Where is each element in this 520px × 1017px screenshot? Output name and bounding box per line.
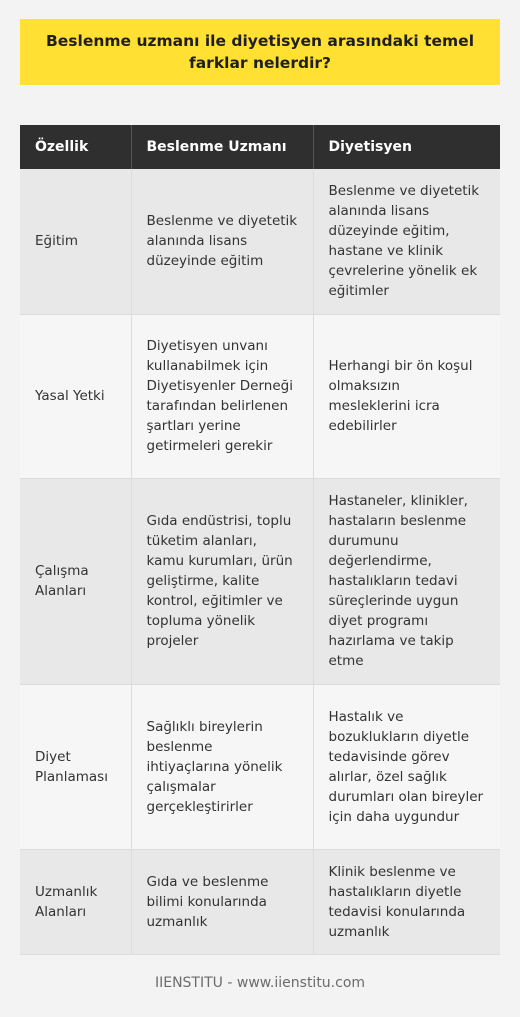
cell-nutritionist: Diyetisyen unvanı kullanabilmek için Diyetisyenler Derneği tarafından belirlenen şartları yerine getirmeleri gerekir <box>131 314 313 478</box>
cell-dietitian: Klinik beslenme ve hastalıkların diyetle tedavisi konularında uzmanlık <box>313 849 500 954</box>
cell-feature: Yasal Yetki <box>20 314 131 478</box>
table-row <box>20 314 500 478</box>
cell-feature: Diyet Planlaması <box>20 684 131 849</box>
title-banner <box>20 19 500 85</box>
header-nutritionist: Beslenme Uzmanı <box>131 125 313 169</box>
table-row <box>20 478 500 684</box>
cell-feature: Uzmanlık Alanları <box>20 849 131 954</box>
cell-nutritionist: Sağlıklı bireylerin beslenme ihtiyaçlarına yönelik çalışmalar gerçekleştirirler <box>131 684 313 849</box>
cell-nutritionist: Beslenme ve diyetetik alanında lisans düzeyinde eğitim <box>131 169 313 314</box>
table-row <box>20 169 500 314</box>
cell-dietitian: Beslenme ve diyetetik alanında lisans düzeyinde eğitim, hastane ve klinik çevrelerine yönelik ek eğitimler <box>313 169 500 314</box>
table-row <box>20 684 500 849</box>
header-feature: Özellik <box>20 125 131 169</box>
page-title: Beslenme uzmanı ile diyetisyen arasındaki temel farklar nelerdir? <box>45 32 475 72</box>
cell-dietitian: Hastaneler, klinikler, hastaların beslenme durumunu değerlendirme, hastalıkların tedavi süreçlerinde uygun diyet programı hazırlama ve takip etme <box>313 478 500 684</box>
cell-nutritionist: Gıda ve beslenme bilimi konularında uzmanlık <box>131 849 313 954</box>
cell-dietitian: Hastalık ve bozuklukların diyetle tedavisinde görev alırlar, özel sağlık durumları olan bireyler için daha uygundur <box>313 684 500 849</box>
table-row <box>20 849 500 954</box>
footer-credit: IIENSTITU - www.iienstitu.com <box>154 975 366 991</box>
comparison-table <box>20 125 500 955</box>
cell-feature: Çalışma Alanları <box>20 478 131 684</box>
cell-dietitian: Herhangi bir ön koşul olmaksızın mesleklerini icra edebilirler <box>313 314 500 478</box>
header-dietitian: Diyetisyen <box>313 125 500 169</box>
table-header-row <box>20 125 500 169</box>
cell-feature: Eğitim <box>20 169 131 314</box>
cell-nutritionist: Gıda endüstrisi, toplu tüketim alanları, kamu kurumları, ürün geliştirme, kalite kontrol, eğitimler ve topluma yönelik projeler <box>131 478 313 684</box>
